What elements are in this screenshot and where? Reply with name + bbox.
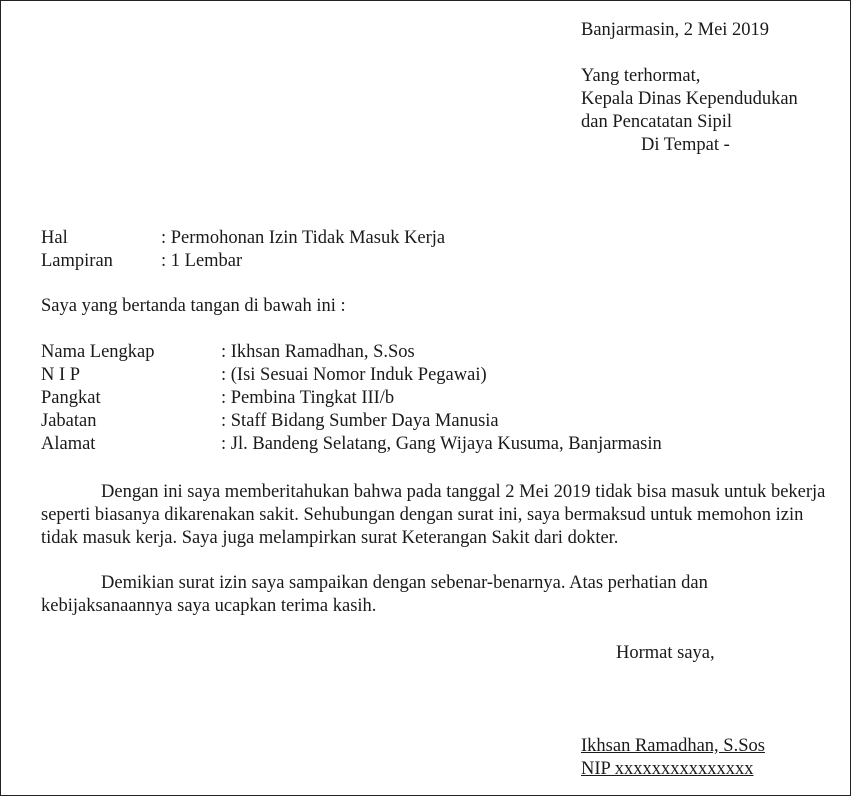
hal-label: Hal: [41, 228, 68, 248]
identity-value: : (Isi Sesuai Nomor Induk Pegawai): [221, 365, 487, 385]
identity-label: Alamat: [41, 434, 96, 454]
recipient-title: Kepala Dinas Kependudukan: [581, 89, 798, 109]
identity-row-address: [41, 433, 662, 456]
subject-row-lampiran: [41, 250, 445, 273]
body-paragraph-2: [41, 572, 831, 618]
subject-block: [41, 227, 445, 273]
identity-block: [41, 341, 662, 456]
identity-row-position: [41, 410, 662, 433]
recipient-department: dan Pencatatan Sipil: [581, 112, 733, 132]
identity-row-nip: [41, 364, 662, 387]
identity-value: : Pembina Tingkat III/b: [221, 388, 395, 408]
paragraph-2-text: Demikian surat izin saya sampaikan dengan sebenar-benarnya. Atas perhatian dan kebijaksanaannya saya ucapkan terima kasih.: [41, 573, 708, 616]
identity-row-rank: [41, 387, 662, 410]
subject-row-hal: [41, 227, 445, 250]
lampiran-label: Lampiran: [41, 251, 113, 271]
signatory-nip: NIP xxxxxxxxxxxxxxx: [581, 759, 754, 779]
recipient-block: [581, 65, 798, 157]
identity-value: : Jl. Bandeng Selatang, Gang Wijaya Kusuma, Banjarmasin: [221, 434, 662, 454]
intro-line: Saya yang bertanda tangan di bawah ini :: [41, 296, 346, 316]
letter-date: Banjarmasin, 2 Mei 2019: [581, 20, 770, 40]
hal-value: : Permohonan Izin Tidak Masuk Kerja: [161, 228, 446, 248]
paragraph-1-text: Dengan ini saya memberitahukan bahwa pada tanggal 2 Mei 2019 tidak bisa masuk untuk bekerja seperti biasanya dikarenakan sakit. Sehubungan dengan surat ini, saya bermaksud untuk memohon izin tidak masuk kerja. Saya juga melampirkan surat Keterangan Sakit dari dokter.: [41, 482, 826, 548]
closing-salutation: Hormat saya,: [616, 643, 715, 663]
recipient-greeting: Yang terhormat,: [581, 66, 701, 86]
identity-label: N I P: [41, 365, 81, 385]
identity-value: : Ikhsan Ramadhan, S.Sos: [221, 342, 415, 362]
signatory-name: Ikhsan Ramadhan, S.Sos: [581, 736, 765, 756]
identity-label: Pangkat: [41, 388, 101, 408]
body-paragraph-1: [41, 481, 831, 550]
identity-label: Nama Lengkap: [41, 342, 155, 362]
identity-value: : Staff Bidang Sumber Daya Manusia: [221, 411, 499, 431]
recipient-place: Di Tempat -: [641, 135, 730, 155]
lampiran-value: : 1 Lembar: [161, 251, 243, 271]
identity-label: Jabatan: [41, 411, 97, 431]
identity-row-name: [41, 341, 662, 364]
